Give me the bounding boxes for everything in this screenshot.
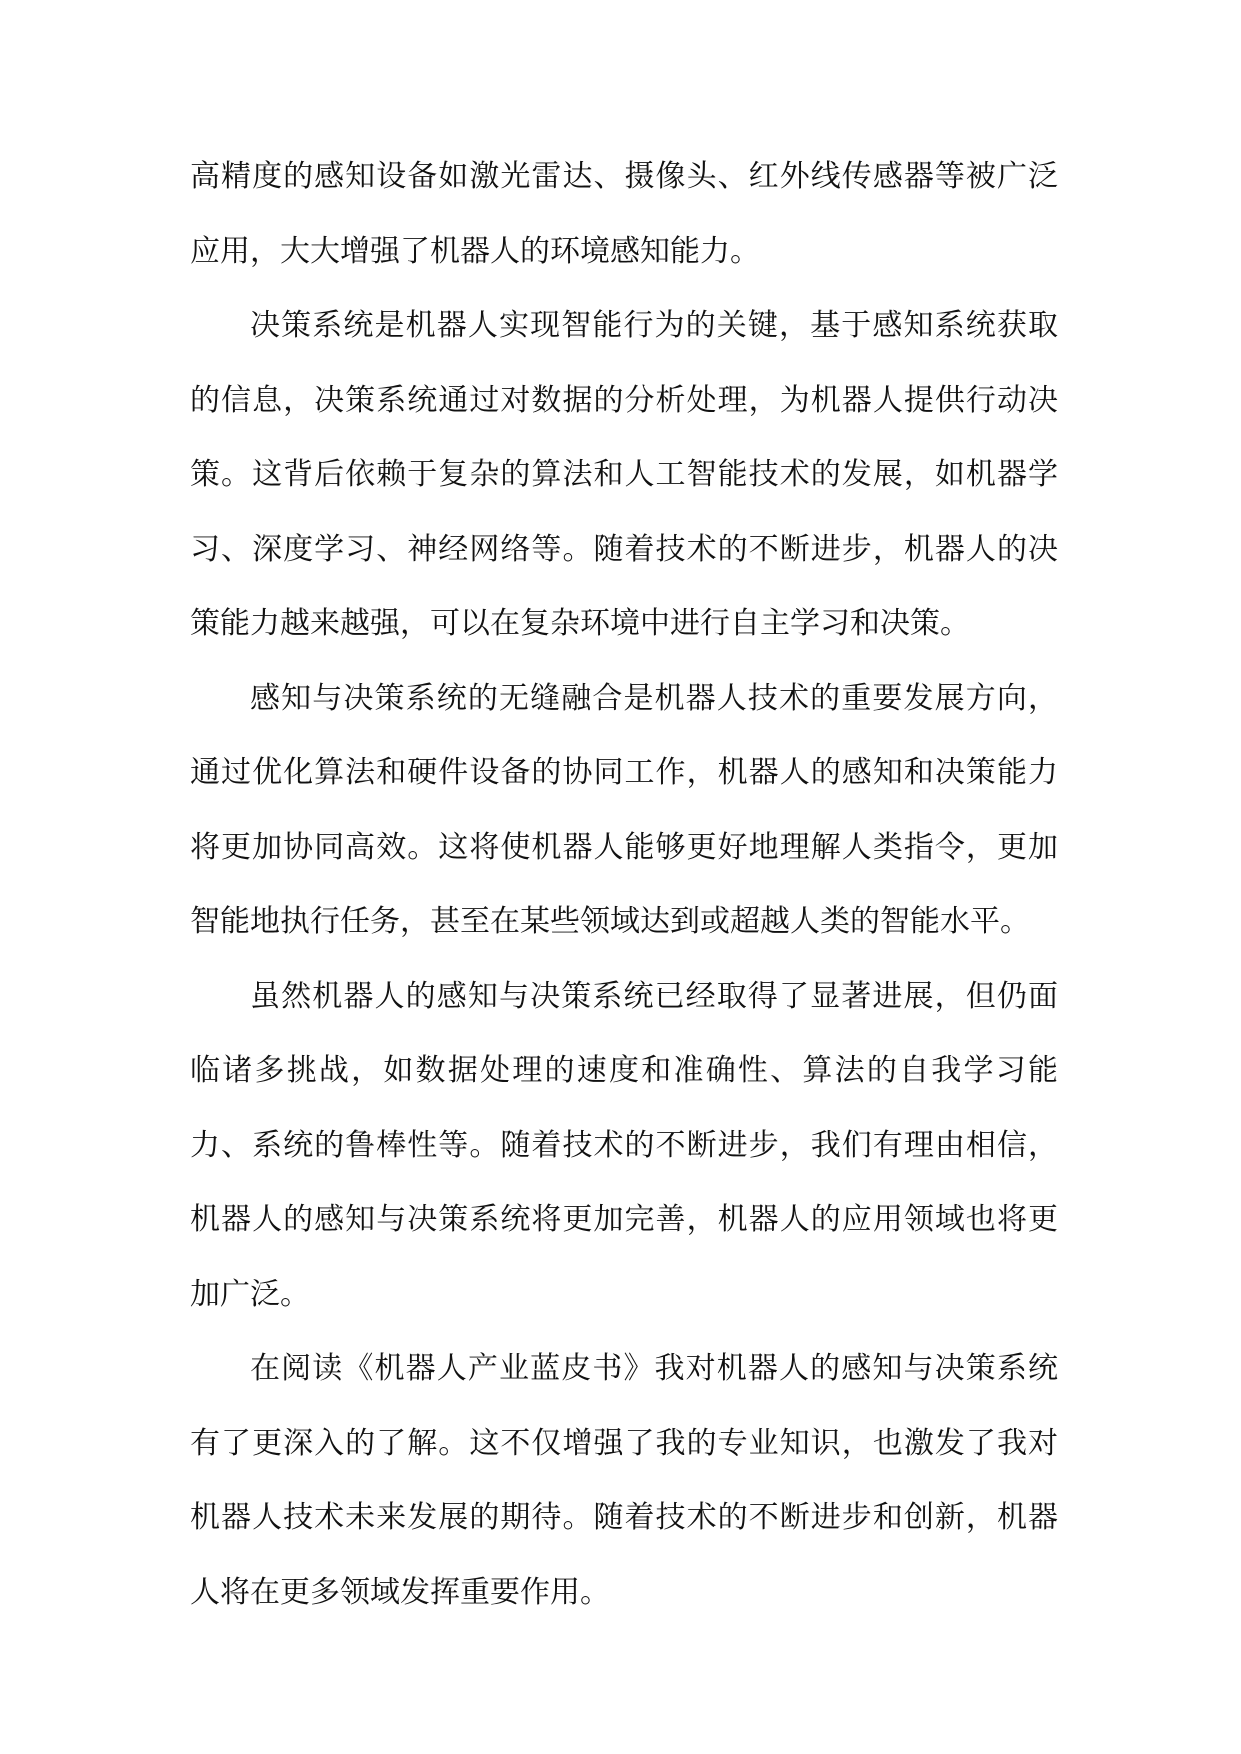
paragraph-2: 决策系统是机器人实现智能行为的关键，基于感知系统获取的信息，决策系统通过对数据的分析处理，为机器人提供行动决策。这背后依赖于复杂的算法和人工智能技术的发展，如机器学习、深度学习、神经网络等。随着技术的不断进步，机器人的决策能力越来越强，可以在复杂环境中进行自主学习和决策。 (190, 308, 1058, 641)
paragraph-4: 虽然机器人的感知与决策系统已经取得了显著进展，但仍面临诸多挑战，如数据处理的速度和准确性、算法的自我学习能力、系统的鲁棒性等。随着技术的不断进步，我们有理由相信，机器人的感知与决策系统将更加完善，机器人的应用领域也将更加广泛。 (190, 978, 1058, 1312)
document-body (190, 140, 1058, 1630)
paragraph-3: 感知与决策系统的无缝融合是机器人技术的重要发展方向，通过优化算法和硬件设备的协同工作，机器人的感知和决策能力将更加协同高效。这将使机器人能够更好地理解人类指令，更加智能地执行任务，甚至在某些领域达到或超越人类的智能水平。 (190, 680, 1058, 939)
paragraph-5: 在阅读《机器人产业蓝皮书》我对机器人的感知与决策系统有了更深入的了解。这不仅增强了我的专业知识，也激发了我对机器人技术未来发展的期待。随着技术的不断进步和创新，机器人将在更多领域发挥重要作用。 (190, 1351, 1058, 1610)
paragraph-1: 高精度的感知设备如激光雷达、摄像头、红外线传感器等被广泛应用，大大增强了机器人的环境感知能力。 (190, 159, 1058, 269)
